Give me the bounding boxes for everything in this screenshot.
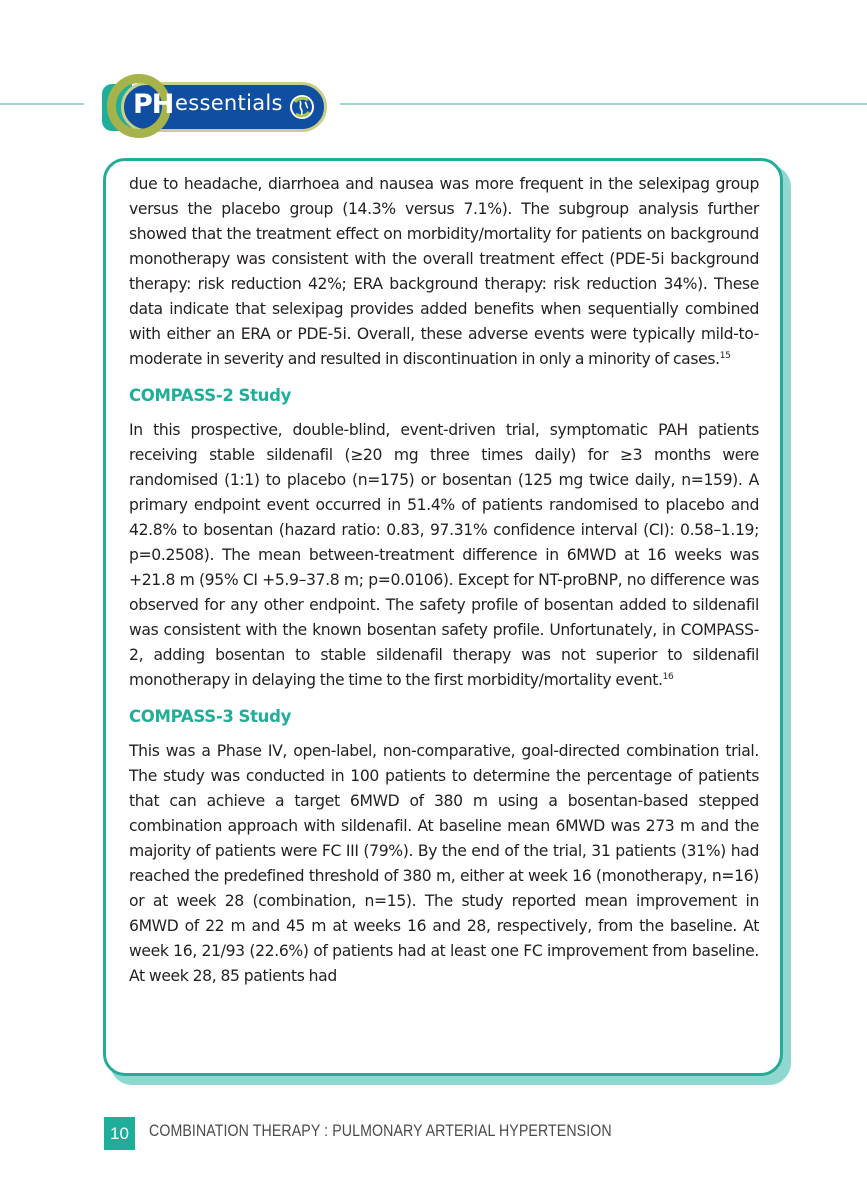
section-paragraph-compass-2	[129, 418, 759, 693]
intro-paragraph	[129, 172, 759, 372]
header-rule-left	[0, 103, 84, 105]
page-number: 10	[104, 1117, 135, 1150]
section-text-compass-2: In this prospective, double-blind, event-driven trial, symptomatic PAH patients receiving stable sildenafil (≥20 mg three times daily) for ≥3 months were randomised (1:1) to placebo (n=175) or bosentan (125 mg twice daily, n=159). A primary endpoint event occurred in 51.4% of patients randomised to placebo and 42.8% to bosentan (hazard ratio: 0.83, 97.31% confidence interval (CI): 0.58–1.19; p=0.2508). The mean between-treatment difference in 6MWD at 16 weeks was +21.8 m (95% CI +5.9–37.8 m; p=0.0106). Except for NT-proBNP, no difference was observed for any other endpoint. The safety profile of bosentan added to sildenafil was consistent with the known bosentan safety profile. Unfortunately, in COMPASS-2, adding bosentan to stable sildenafil therapy was not superior to sildenafil monotherapy in delaying the time to the first morbidity/mortality event.	[129, 421, 759, 689]
content-body	[129, 172, 759, 989]
ph-essentials-logo	[97, 70, 329, 150]
section-paragraph-compass-3	[129, 739, 759, 989]
section-heading-compass-3: COMPASS-3 Study	[129, 707, 292, 726]
reference-superscript: 15	[719, 350, 731, 361]
header-rule-right	[340, 103, 867, 105]
section-text-compass-3: This was a Phase IV, open-label, non-comparative, goal-directed combination trial. The study was conducted in 100 patients to determine the percentage of patients that can achieve a target 6MWD of 380 m using a bosentan-based stepped combination approach with sildenafil. At baseline mean 6MWD was 273 m and the majority of patients were FC III (79%). By the end of the trial, 31 patients (31%) had reached the predefined threshold of 380 m, either at week 16 (monotherapy, n=16) or at week 28 (combination, n=15). The study reported mean improvement in 6MWD of 22 m and 45 m at weeks 16 and 28, respectively, from the baseline. At week 16, 21/93 (22.6%) of patients had at least one FC improvement from baseline. At week 28, 85 patients had	[129, 742, 759, 985]
running-footer-title: COMBINATION THERAPY : PULMONARY ARTERIAL HYPERTENSION	[149, 1122, 612, 1140]
section-heading-compass-2: COMPASS-2 Study	[129, 386, 292, 405]
logo-brand-light: essentials	[175, 91, 283, 115]
globe-arrows-icon	[287, 92, 317, 122]
intro-paragraph-text: due to headache, diarrhoea and nausea was more frequent in the selexipag group versus the placebo group (14.3% versus 7.1%). The subgroup analysis further showed that the treatment effect on morbidity/mortality for patients on background monotherapy was consistent with the overall treatment effect (PDE-5i background therapy: risk reduction 42%; ERA background therapy: risk reduction 34%). These data indicate that selexipag provides added benefits when sequentially combined with either an ERA or PDE-5i. Overall, these adverse events were typically mild-to-moderate in severity and resulted in discontinuation in only a minority of cases.	[129, 175, 759, 368]
logo-brand-bold: PH	[133, 89, 174, 120]
reference-superscript: 16	[662, 671, 674, 682]
